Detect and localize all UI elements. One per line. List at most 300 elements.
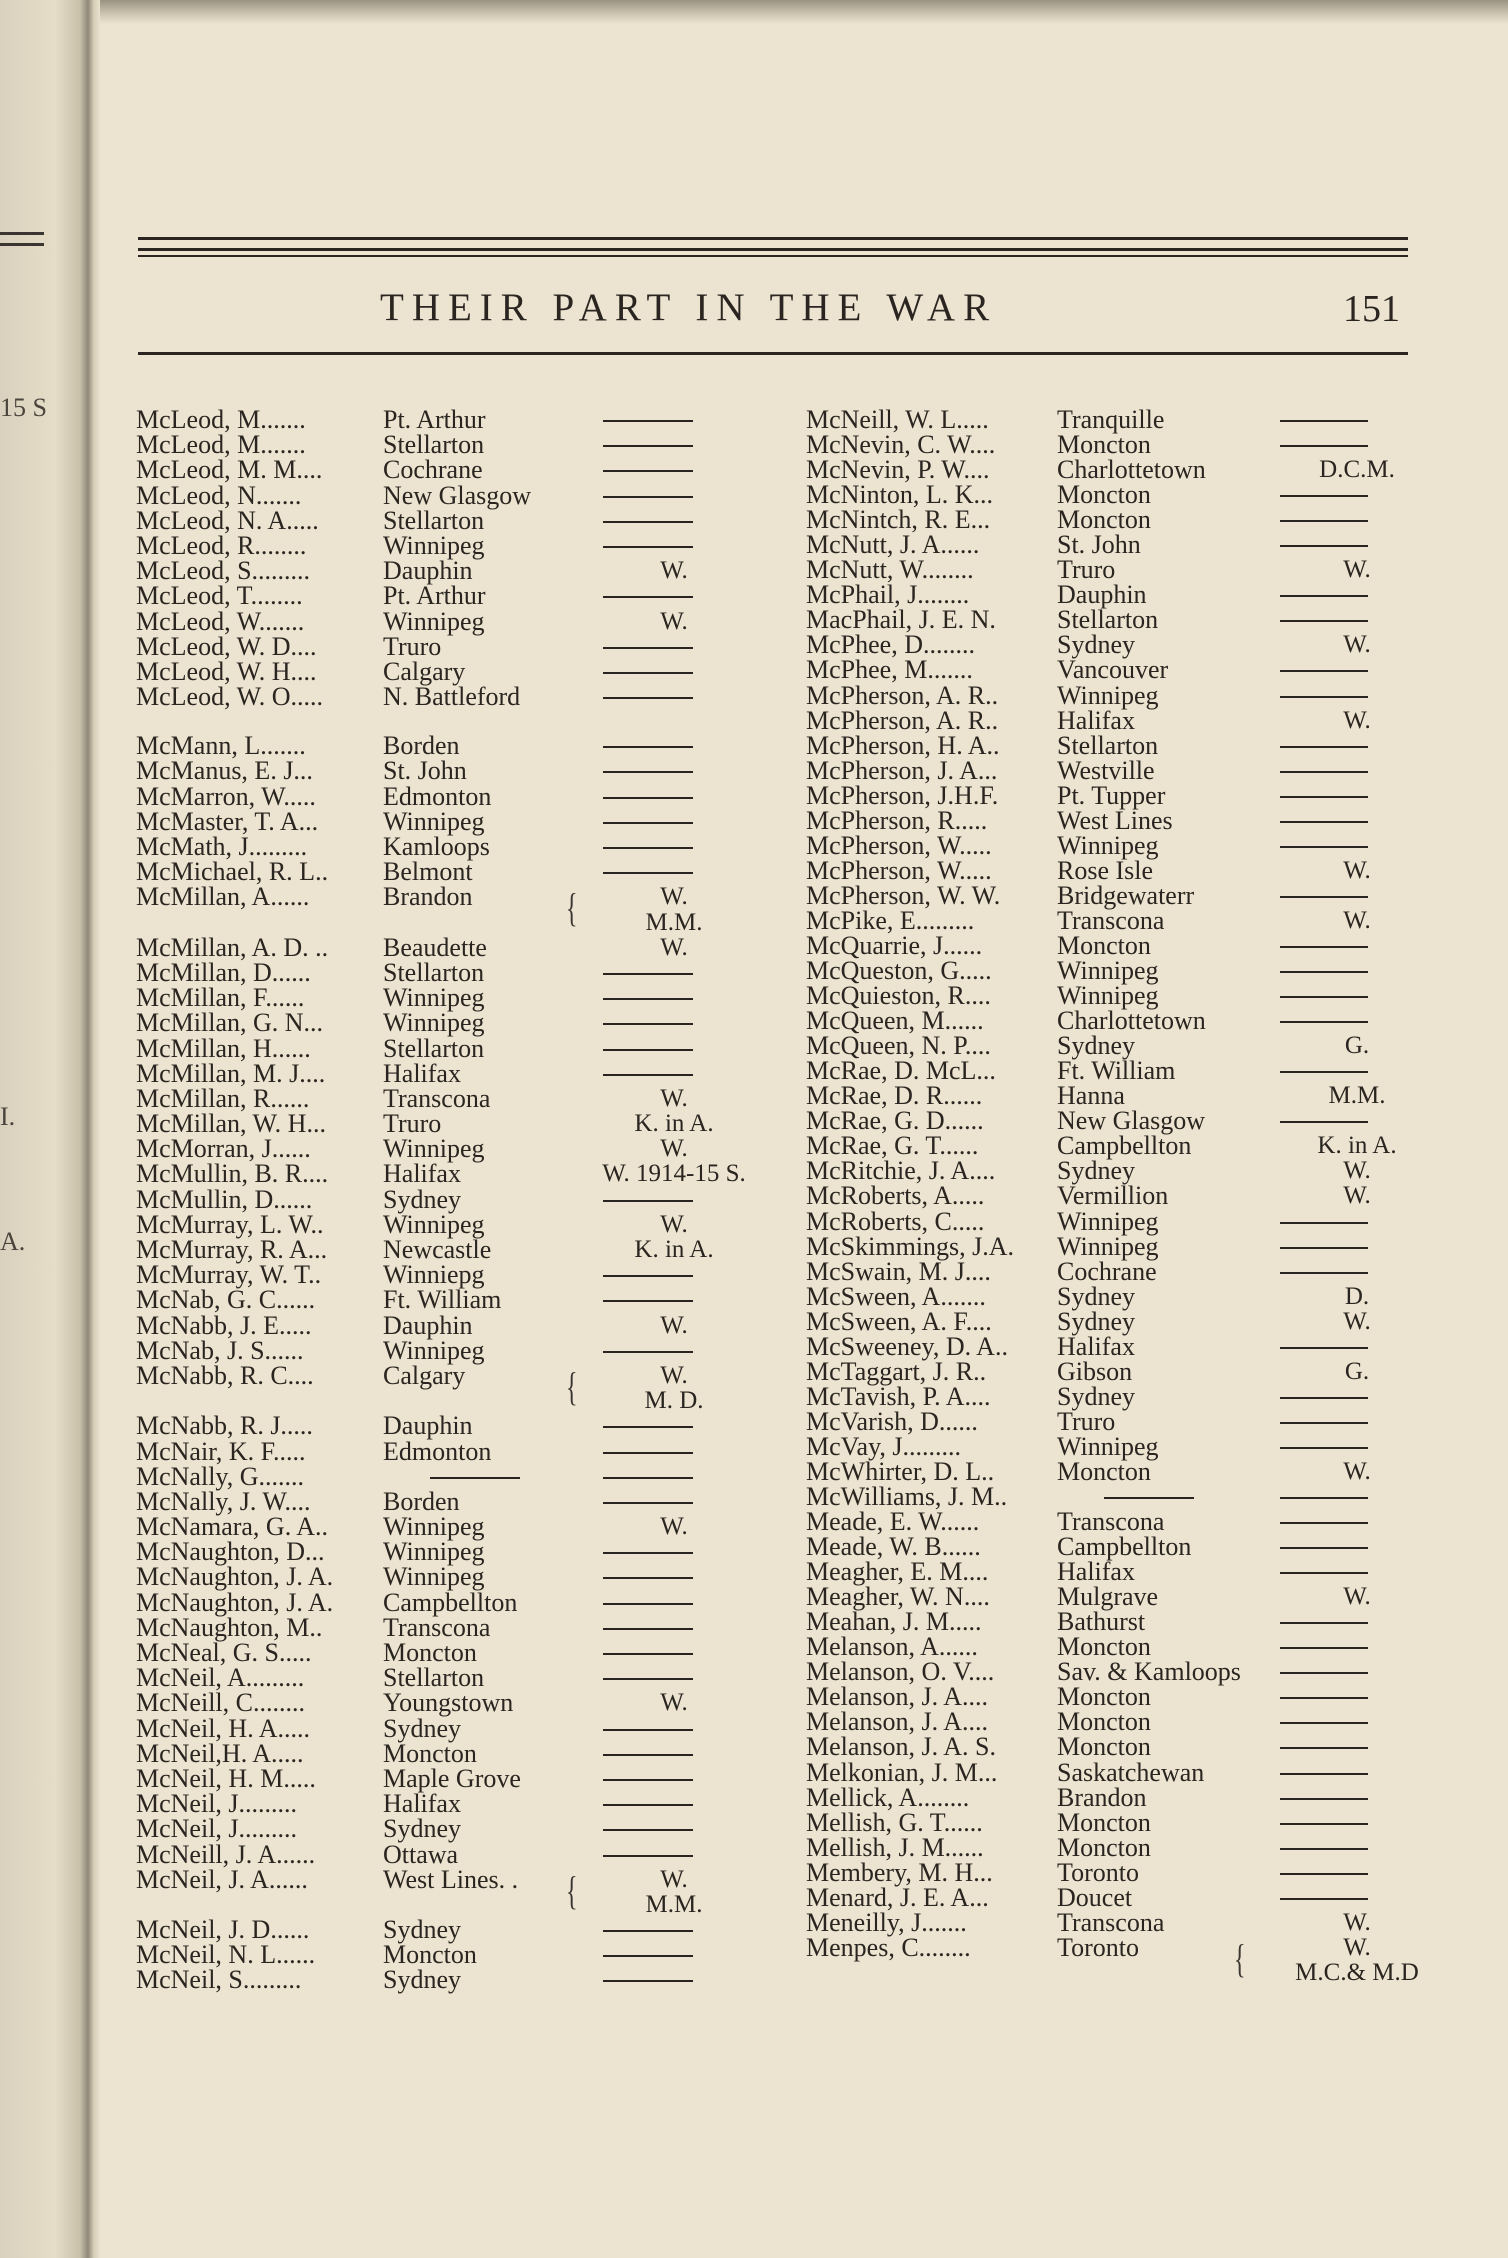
entry-place: Campbellton xyxy=(383,1587,518,1617)
entry-place: Sydney xyxy=(383,1184,461,1214)
entry-name: McTavish, P. A.... xyxy=(806,1381,991,1411)
entry-name: McNaughton, M.. xyxy=(136,1612,323,1642)
status-dash xyxy=(603,1023,693,1025)
entry-place: Winnipeg xyxy=(1057,680,1159,710)
entry-place: Pt. Arthur xyxy=(383,581,486,611)
status-dash xyxy=(1280,1422,1368,1424)
entry-status: W. xyxy=(660,933,688,961)
entry-name: McNamara, G. A.. xyxy=(136,1512,329,1542)
entry-status-secondary: M.M. xyxy=(645,1890,703,1918)
entry-status: W. xyxy=(1343,1457,1371,1485)
entry-place: Mulgrave xyxy=(1057,1582,1159,1612)
status-dash xyxy=(603,1200,693,1202)
entry-name: McRitchie, J. A.... xyxy=(806,1156,996,1186)
entry-place: Bathurst xyxy=(1057,1607,1146,1637)
entry-place: Sydney xyxy=(383,1814,461,1844)
status-dash xyxy=(603,847,693,849)
entry-name: Melanson, J. A.... xyxy=(806,1682,988,1712)
entry-name: McPherson, W. W. xyxy=(806,880,1001,910)
entry-place: Winnipeg xyxy=(1057,981,1159,1011)
entry-place: Transcona xyxy=(1057,905,1165,935)
entry-name: McNeil, J......... xyxy=(136,1814,298,1844)
entry-place: Winnipeg xyxy=(383,1209,485,1239)
entry-place: St. John xyxy=(1057,530,1141,560)
status-dash xyxy=(1280,1272,1368,1274)
gutter-mark: 15 S xyxy=(0,393,47,422)
entry-name: McNutt, J. A...... xyxy=(806,530,980,560)
entry-place: Winnipeg xyxy=(1057,1231,1159,1261)
place-dash xyxy=(1104,1497,1194,1499)
entry-name: McNintch, R. E... xyxy=(806,505,991,535)
entry-status: W. xyxy=(1343,856,1371,884)
status-dash xyxy=(603,1074,693,1076)
entry-name: McLeod, M....... xyxy=(136,405,306,434)
entry-place: New Glasgow xyxy=(383,480,532,510)
entry-place: Beaudette xyxy=(383,932,487,962)
entry-status: W. xyxy=(660,557,688,585)
entry-status: W. xyxy=(660,1210,688,1238)
page-number: 151 xyxy=(1343,288,1400,330)
entry-name: Meneilly, J....... xyxy=(806,1907,967,1937)
entry-place: Charlottetown xyxy=(1057,1006,1206,1036)
entry-name: McNab, J. S...... xyxy=(136,1335,304,1365)
entry-name: McLeod, N. A..... xyxy=(136,505,319,535)
entry-name: McMurray, R. A... xyxy=(136,1235,328,1264)
entry-place: Bridgewaterr xyxy=(1057,880,1195,910)
entry-place: Moncton xyxy=(1057,1632,1151,1662)
status-dash xyxy=(603,1955,693,1957)
status-dash xyxy=(1280,1347,1368,1349)
entry-place: Dauphin xyxy=(383,1411,473,1441)
entry-name: McQuarrie, J...... xyxy=(806,930,983,960)
status-dash xyxy=(1280,1071,1368,1073)
entry-place: Truro xyxy=(1057,1406,1116,1436)
entry-status: D. xyxy=(1344,1282,1370,1310)
entry-name: McPherson, W..... xyxy=(806,855,992,885)
status-dash xyxy=(603,1678,693,1680)
entry-name: McNaughton, J. A. xyxy=(136,1587,334,1617)
status-dash xyxy=(1280,445,1368,447)
entry-status: W. xyxy=(1343,1933,1371,1961)
entry-place: Winnipeg xyxy=(383,1512,485,1542)
entry-status: K. in A. xyxy=(634,1110,714,1138)
entry-name: McSween, A. F.... xyxy=(806,1306,992,1336)
entry-name: McNeil, J......... xyxy=(136,1789,298,1819)
entry-name: McLeod, N....... xyxy=(136,480,302,510)
entry-name: Mellick, A........ xyxy=(806,1782,970,1812)
status-dash xyxy=(1280,1622,1368,1624)
entry-name: McNutt, W........ xyxy=(806,555,974,585)
entry-name: McMurray, L. W.. xyxy=(136,1209,324,1239)
status-dash xyxy=(603,1300,693,1302)
entry-name: McSwain, M. J.... xyxy=(806,1256,991,1286)
entry-place: Stellarton xyxy=(383,1663,485,1693)
status-dash xyxy=(1280,771,1368,773)
entry-status-secondary: M.M. xyxy=(645,908,703,936)
entry-status-secondary: M.C.& M.D xyxy=(1295,1958,1419,1986)
entry-place: Newcastle xyxy=(383,1235,492,1264)
entry-place: Ottawa xyxy=(383,1839,459,1869)
entry-place: Winnipeg xyxy=(383,806,485,836)
gutter-rule xyxy=(0,243,44,246)
page-top-shadow xyxy=(100,0,1508,24)
status-dash xyxy=(1280,595,1368,597)
entry-name: McQueston, G..... xyxy=(806,956,992,986)
entry-place: Moncton xyxy=(1057,1832,1151,1862)
entry-place: Saskatchewan xyxy=(1057,1757,1205,1787)
status-dash xyxy=(603,521,693,523)
entry-place: New Glasgow xyxy=(1057,1106,1206,1136)
status-dash xyxy=(1280,696,1368,698)
entry-place: Halifax xyxy=(1057,705,1135,735)
status-dash xyxy=(1280,1798,1368,1800)
header-rule-top xyxy=(138,237,1408,240)
entry-place: Kamloops xyxy=(383,832,490,861)
entry-name: McMillan, A...... xyxy=(136,882,310,912)
status-brace: { xyxy=(1234,1935,1246,1981)
entry-name: McQuieston, R.... xyxy=(806,981,991,1011)
entry-name: McNeil, S......... xyxy=(136,1965,302,1995)
entry-name: McSween, A....... xyxy=(806,1281,986,1311)
entry-name: McNeil, H. M..... xyxy=(136,1763,316,1793)
header-rule-top xyxy=(138,255,1408,257)
entry-name: McPhee, M....... xyxy=(806,655,973,685)
entry-status: W. xyxy=(1343,631,1371,659)
status-dash xyxy=(1280,1497,1368,1499)
status-brace: { xyxy=(566,885,578,931)
entry-status: G. xyxy=(1344,1357,1370,1385)
entry-status: W. xyxy=(660,883,688,911)
entry-place: Halifax xyxy=(383,1058,461,1088)
entry-name: McMillan, W. H... xyxy=(136,1109,326,1139)
entry-name: McNeil, A......... xyxy=(136,1663,305,1693)
entry-place: Stellarton xyxy=(1057,605,1159,635)
entry-name: McPike, E......... xyxy=(806,905,975,935)
entry-place: Sydney xyxy=(383,1915,461,1945)
entry-name: McSkimmings, J.A. xyxy=(806,1231,1015,1261)
entry-name: McMillan, A. D. .. xyxy=(136,932,329,962)
entry-name: McMaster, T. A... xyxy=(136,806,319,836)
status-dash xyxy=(603,1804,693,1806)
status-dash xyxy=(603,1502,693,1504)
entry-place: Moncton xyxy=(1057,1456,1151,1486)
entry-place: Edmonton xyxy=(383,781,492,811)
entry-name: Mellish, G. T...... xyxy=(806,1807,983,1837)
entry-place: Vancouver xyxy=(1057,655,1169,685)
entry-name: Membery, M. H... xyxy=(806,1857,993,1887)
entry-name: McNabb, R. J..... xyxy=(136,1411,313,1441)
entry-place: Stellarton xyxy=(383,957,485,987)
entry-place: Belmont xyxy=(383,857,473,887)
entry-place: Campbellton xyxy=(1057,1532,1192,1562)
entry-name: MacPhail, J. E. N. xyxy=(806,605,996,635)
status-dash xyxy=(1280,1873,1368,1875)
entry-place: Campbellton xyxy=(1057,1131,1192,1161)
header-rule-bottom xyxy=(138,352,1408,355)
status-dash xyxy=(1280,1021,1368,1023)
entry-place: Winnipeg xyxy=(383,606,485,636)
entry-name: McNevin, C. W.... xyxy=(806,430,996,460)
entry-name: McManus, E. J... xyxy=(136,756,313,786)
entry-place: Halifax xyxy=(1057,1557,1135,1587)
entry-name: Melanson, J. A. S. xyxy=(806,1732,996,1762)
entry-name: McPherson, R..... xyxy=(806,805,988,835)
entry-place: Sydney xyxy=(1057,1281,1135,1311)
entry-place: Winnipeg xyxy=(383,983,485,1013)
entry-place: Toronto xyxy=(1057,1857,1139,1887)
entry-place: Moncton xyxy=(1057,505,1151,535)
entry-status: W. xyxy=(660,1361,688,1389)
entry-place: Moncton xyxy=(1057,480,1151,510)
entry-place: Sydney xyxy=(383,1713,461,1743)
entry-place: Halifax xyxy=(1057,1331,1135,1361)
entry-place: Dauphin xyxy=(383,1310,473,1340)
entry-name: McNeil,H. A..... xyxy=(136,1738,304,1768)
entry-place: Charlottetown xyxy=(1057,455,1206,485)
entry-place: Pt. Arthur xyxy=(383,405,486,434)
entry-place: Halifax xyxy=(383,1789,461,1819)
entry-place: Doucet xyxy=(1057,1882,1133,1912)
status-dash xyxy=(603,1452,693,1454)
entry-place: Moncton xyxy=(1057,1682,1151,1712)
entry-place: Sydney xyxy=(1057,630,1135,660)
entry-name: Menpes, C........ xyxy=(806,1932,971,1962)
entry-place: Borden xyxy=(383,1486,460,1516)
status-dash xyxy=(603,1628,693,1630)
entry-name: Meade, W. B...... xyxy=(806,1532,981,1562)
status-dash xyxy=(1280,796,1368,798)
entry-status: D.C.M. xyxy=(1319,456,1395,484)
entry-place: Westville xyxy=(1057,755,1155,785)
status-dash xyxy=(1280,1121,1368,1123)
entry-name: McLeod, W. D.... xyxy=(136,631,317,661)
gutter-mark: I. xyxy=(0,1102,16,1131)
entry-name: McSweeney, D. A.. xyxy=(806,1331,1008,1361)
status-dash xyxy=(603,1980,693,1982)
entry-name: McNaughton, D... xyxy=(136,1537,325,1567)
entry-place: Sydney xyxy=(383,1965,461,1995)
status-dash xyxy=(603,1930,693,1932)
status-dash xyxy=(603,1426,693,1428)
entry-name: McLeod, S......... xyxy=(136,556,311,586)
entry-status-secondary: M. D. xyxy=(644,1387,704,1415)
entry-name: McMillan, H...... xyxy=(136,1033,311,1063)
entry-place: Moncton xyxy=(383,1738,477,1768)
status-dash xyxy=(603,596,693,598)
entry-name: McMann, L....... xyxy=(136,731,306,761)
status-dash xyxy=(603,420,693,422)
entry-place: Truro xyxy=(1057,555,1116,585)
status-dash xyxy=(1280,1397,1368,1399)
status-dash xyxy=(603,470,693,472)
status-dash xyxy=(603,771,693,773)
entry-name: McPherson, J.H.F. xyxy=(806,780,999,810)
entry-name: McNaughton, J. A. xyxy=(136,1562,334,1592)
entry-name: McNabb, J. E..... xyxy=(136,1310,312,1340)
entry-status: W. xyxy=(660,607,688,635)
entry-place: Rose Isle xyxy=(1057,855,1154,885)
entry-name: Meagher, E. M.... xyxy=(806,1557,989,1587)
status-dash xyxy=(1280,946,1368,948)
status-dash xyxy=(603,998,693,1000)
entry-name: McLeod, T........ xyxy=(136,581,303,611)
status-dash xyxy=(1280,971,1368,973)
status-dash xyxy=(1280,1672,1368,1674)
status-dash xyxy=(1280,1572,1368,1574)
entry-name: McNeil, J. A...... xyxy=(136,1864,308,1894)
entry-place: Maple Grove xyxy=(383,1763,521,1793)
entry-place: Moncton xyxy=(1057,1807,1151,1837)
entry-name: McMorran, J...... xyxy=(136,1134,311,1164)
status-dash xyxy=(603,797,693,799)
entry-status: W. xyxy=(660,1135,688,1163)
gutter-rule xyxy=(0,232,44,235)
entry-name: McNally, G....... xyxy=(136,1461,305,1491)
status-dash xyxy=(1280,1773,1368,1775)
entry-place: Moncton xyxy=(1057,930,1151,960)
entry-place: Moncton xyxy=(1057,1707,1151,1737)
entry-name: McWilliams, J. M.. xyxy=(806,1482,1008,1512)
entry-name: McRoberts, A..... xyxy=(806,1181,985,1211)
entry-place: Moncton xyxy=(383,1940,477,1970)
entry-name: McNeill, J. A...... xyxy=(136,1839,316,1869)
status-dash xyxy=(603,1754,693,1756)
entry-name: McMillan, F...... xyxy=(136,983,305,1013)
entry-name: McLeod, R........ xyxy=(136,530,307,560)
entry-place: Cochrane xyxy=(1057,1256,1157,1286)
entry-name: McPherson, H. A.. xyxy=(806,730,1000,760)
entry-status: W. xyxy=(1343,1583,1371,1611)
status-dash xyxy=(603,746,693,748)
entry-place: Winnipeg xyxy=(1057,1431,1159,1461)
entry-place: Winnipeg xyxy=(1057,956,1159,986)
status-dash xyxy=(603,445,693,447)
status-dash xyxy=(603,872,693,874)
entry-place: Winnipeg xyxy=(383,1537,485,1567)
entry-name: McLeod, M....... xyxy=(136,430,306,460)
entry-name: McMarron, W..... xyxy=(136,781,316,811)
entry-status: W. xyxy=(660,1689,688,1717)
status-dash xyxy=(603,1603,693,1605)
entry-status: W. xyxy=(660,1311,688,1339)
status-dash xyxy=(603,973,693,975)
entry-place: Sydney xyxy=(1057,1306,1135,1336)
entry-name: McPherson, J. A... xyxy=(806,755,998,785)
status-dash xyxy=(603,672,693,674)
entry-place: Brandon xyxy=(1057,1782,1147,1812)
entry-name: Melkonian, J. M... xyxy=(806,1757,998,1787)
status-dash xyxy=(603,822,693,824)
status-dash xyxy=(1280,1522,1368,1524)
entry-name: McMullin, D...... xyxy=(136,1184,313,1214)
entry-status: W. xyxy=(1343,1908,1371,1936)
entry-place: Stellarton xyxy=(383,505,485,535)
status-dash xyxy=(603,1351,693,1353)
entry-name: McRae, G. T...... xyxy=(806,1131,979,1161)
entry-name: McNab, G. C...... xyxy=(136,1285,316,1315)
entry-name: McWhirter, D. L.. xyxy=(806,1456,995,1486)
status-dash xyxy=(1280,1722,1368,1724)
entry-name: McPherson, W..... xyxy=(806,830,992,860)
entry-place: Winnipeg xyxy=(383,1335,485,1365)
entry-name: McPhail, J........ xyxy=(806,580,970,610)
status-dash xyxy=(603,1829,693,1831)
entry-place: Winnipeg xyxy=(1057,1206,1159,1236)
entry-name: McVay, J......... xyxy=(806,1431,962,1461)
status-dash xyxy=(603,1275,693,1277)
entry-place: Moncton xyxy=(383,1638,477,1667)
status-dash xyxy=(603,1779,693,1781)
entry-name: McMurray, W. T.. xyxy=(136,1260,322,1290)
entry-name: McPhee, D........ xyxy=(806,630,975,660)
entry-name: Mellish, J. M...... xyxy=(806,1832,984,1862)
entry-status: W. xyxy=(1343,1157,1371,1185)
status-dash xyxy=(1280,1898,1368,1900)
entry-name: McMillan, G. N... xyxy=(136,1008,324,1038)
entry-place: Gibson xyxy=(1057,1356,1133,1386)
entry-name: Meagher, W. N.... xyxy=(806,1582,990,1612)
entry-place: Dauphin xyxy=(1057,580,1147,610)
entry-name: McNeil, N. L...... xyxy=(136,1940,316,1970)
entry-name: McVarish, D...... xyxy=(806,1406,978,1436)
entry-place: Vermillion xyxy=(1057,1181,1169,1211)
entry-name: McPherson, A. R.. xyxy=(806,680,999,710)
entry-place: Pt. Tupper xyxy=(1057,780,1166,810)
entry-status: W. 1914-15 S. xyxy=(602,1160,746,1188)
entry-place: Sydney xyxy=(1057,1156,1135,1186)
status-dash xyxy=(603,697,693,699)
status-brace: { xyxy=(566,1363,578,1409)
status-dash xyxy=(1280,1848,1368,1850)
status-dash xyxy=(1280,545,1368,547)
entry-place: Calgary xyxy=(383,1360,466,1390)
entry-place: Stellarton xyxy=(383,430,485,460)
entry-place: Winnipeg xyxy=(383,1562,485,1592)
entry-name: McNair, K. F..... xyxy=(136,1436,306,1466)
status-dash xyxy=(603,1729,693,1731)
entry-name: McLeod, W. O..... xyxy=(136,682,324,712)
entry-place: Truro xyxy=(383,631,442,661)
status-dash xyxy=(1280,420,1368,422)
entry-place: Sydney xyxy=(1057,1381,1135,1411)
status-dash xyxy=(1280,1747,1368,1749)
entry-name: McRae, D. R...... xyxy=(806,1081,983,1111)
entry-name: Melanson, A...... xyxy=(806,1632,978,1662)
entry-place: Halifax xyxy=(383,1159,461,1189)
entry-place: Brandon xyxy=(383,882,473,912)
status-dash xyxy=(1280,896,1368,898)
entry-name: Meahan, J. M..... xyxy=(806,1607,982,1637)
entry-status: W. xyxy=(1343,1182,1371,1210)
entry-name: McNabb, R. C.... xyxy=(136,1360,314,1390)
entry-name: McMillan, R...... xyxy=(136,1083,310,1113)
status-dash xyxy=(1280,996,1368,998)
entry-place: Transcona xyxy=(383,1083,491,1113)
entry-name: McMath, J......... xyxy=(136,832,308,861)
entry-place: Dauphin xyxy=(383,556,473,586)
entry-place: Transcona xyxy=(383,1612,491,1642)
entry-name: McNeill, C........ xyxy=(136,1688,305,1718)
status-dash xyxy=(603,1477,693,1479)
entry-place: Winnipeg xyxy=(383,1134,485,1164)
entry-place: N. Battleford xyxy=(383,682,521,712)
status-dash xyxy=(603,1855,693,1857)
gutter-mark: A. xyxy=(0,1227,26,1256)
entry-name: McTaggart, J. R.. xyxy=(806,1356,987,1386)
status-dash xyxy=(603,496,693,498)
entry-status: W. xyxy=(1343,706,1371,734)
entry-name: McNeal, G. S..... xyxy=(136,1638,312,1667)
